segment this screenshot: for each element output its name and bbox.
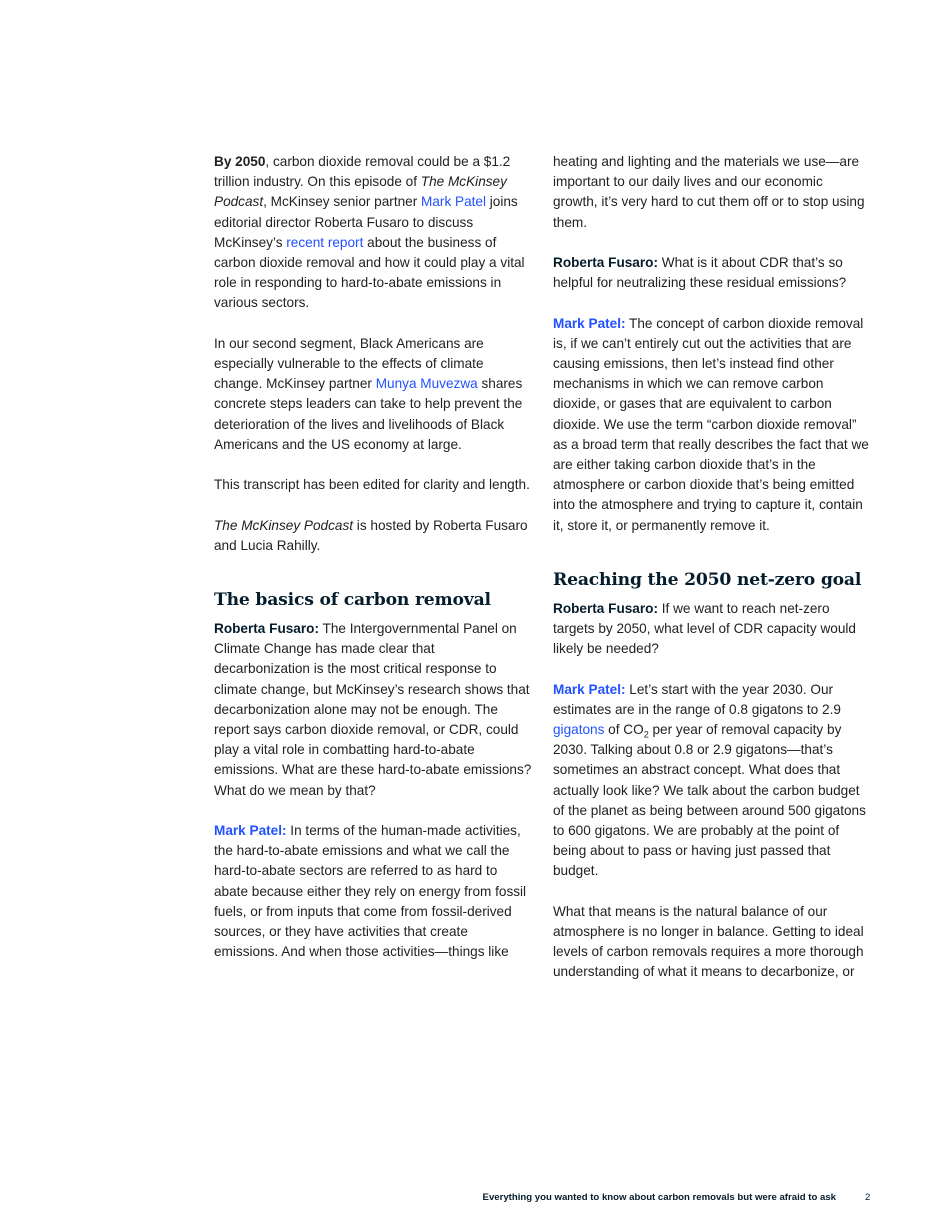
page-footer	[0, 1192, 950, 1208]
left-column	[214, 152, 532, 983]
question-text: If we want to reach net-zero targets by 2050, what level of CDR capacity would likely be needed?	[553, 600, 856, 657]
section-heading-net-zero: Reaching the 2050 net-zero goal	[553, 569, 862, 590]
munya-muvezwa-link[interactable]: Munya Muvezwa	[375, 376, 478, 392]
answer-text: In terms of the human-made activities, the hard-to-abate emissions and what we call the hard-to-abate sectors are referred to as hard to abate because either they rely on energy from fossil fuels, or from inputs that come from fossil-derived sources, or they have activities that create emissions. And when those activities—things like	[214, 823, 527, 960]
footer-title: Everything you wanted to know about carbon removals but were afraid to ask	[482, 1192, 836, 1203]
answer-text: of CO	[604, 722, 644, 738]
second-text: shares concrete steps leaders can take to help prevent the deterioration of the lives and livelihoods of Black Americans and the US economy at large.	[214, 376, 523, 452]
intro-text: , carbon dioxide removal could be a $1.2 trillion industry. On this episode of	[214, 154, 511, 190]
intro-text: , McKinsey senior partner	[263, 194, 422, 210]
intro-paragraph	[214, 152, 532, 314]
section-heading-basics: The basics of carbon removal	[214, 590, 491, 611]
question-paragraph	[553, 253, 869, 293]
answer-text: per year of removal capacity by 2030. Talking about 0.8 or 2.9 gigatons—that’s sometimes an abstract concept. What does that actually look like? We talk about the carbon budget of the planet as being between around 500 gigatons to 600 gigatons. We are probably at the point of being about to pass or having just passed that budget.	[553, 722, 866, 879]
question-paragraph	[553, 599, 869, 660]
answer-continued: heating and lighting and the materials we use—are important to our daily lives and our economic growth, it’s very hard to cut them off or to stop using them.	[553, 154, 865, 230]
speaker-roberta: Roberta Fusaro:	[214, 621, 319, 637]
speaker-mark: Mark Patel:	[553, 315, 626, 331]
speaker-roberta: Roberta Fusaro:	[553, 600, 658, 616]
right-column	[553, 152, 869, 1003]
speaker-mark: Mark Patel:	[214, 823, 287, 839]
podcast-title: The McKinsey Podcast	[214, 174, 507, 210]
recent-report-link[interactable]: recent report	[286, 234, 364, 250]
intro-lead: By 2050	[214, 154, 266, 169]
answer-text: The concept of carbon dioxide removal is, if we can’t entirely cut out the activities that are causing emissions, then let’s instead find other mechanisms in which we can remove carbon dioxide, or gases that are equivalent to carbon dioxide. We use the term “carbon dioxide removal” as a broad term that really describes the fact that we are either taking carbon dioxide that’s in the atmosphere or carbon dioxide that’s being emitted into the atmosphere and trying to capture it, contain it, store it, or permanently remove it.	[553, 315, 869, 533]
speaker-roberta: Roberta Fusaro:	[553, 255, 658, 270]
co2-subscript: 2	[643, 729, 649, 740]
gigatons-link[interactable]: gigatons	[553, 722, 605, 738]
second-text: In our second segment, Black Americans are especially vulnerable to the effects of climate change. McKinsey partner	[214, 335, 484, 392]
podcast-title: The McKinsey Podcast	[214, 517, 354, 533]
second-segment-paragraph	[214, 334, 532, 455]
speaker-mark: Mark Patel:	[553, 681, 626, 697]
intro-text: about the business of carbon dioxide removal and how it could play a vital role in responding to hard-to-abate emissions in various sectors.	[214, 234, 525, 311]
page-number: 2	[865, 1192, 871, 1203]
answer-paragraph	[214, 821, 532, 962]
hosted-note	[214, 516, 532, 556]
hosted-text: is hosted by Roberta Fusaro and Lucia Rahilly.	[214, 517, 528, 553]
answer-paragraph	[553, 680, 869, 882]
intro-text: joins editorial director Roberta Fusaro to discuss McKinsey’s	[214, 194, 518, 250]
question-text: The Intergovernmental Panel on Climate Change has made clear that decarbonization is the most critical response to climate change, but McKinsey’s research shows that decarbonization alone may not be enough. The report says carbon dioxide removal, or CDR, could play a vital role in combatting hard-to-abate emissions. What are these hard-to-abate emissions? What do we mean by that?	[214, 621, 532, 798]
answer-text: Let’s start with the year 2030. Our estimates are in the range of 0.8 gigatons to 2.9	[553, 681, 841, 717]
question-text: What is it about CDR that’s so helpful for neutralizing these residual emissions?	[553, 255, 847, 291]
edited-note: This transcript has been edited for clarity and length.	[214, 477, 530, 493]
answer-paragraph	[553, 314, 869, 536]
mark-patel-link[interactable]: Mark Patel	[421, 194, 486, 210]
balance-paragraph: What that means is the natural balance of our atmosphere is no longer in balance. Getting to ideal levels of carbon removals requires a more thorough understanding of what it means to decarbonize, or	[553, 903, 864, 980]
question-paragraph	[214, 619, 532, 801]
